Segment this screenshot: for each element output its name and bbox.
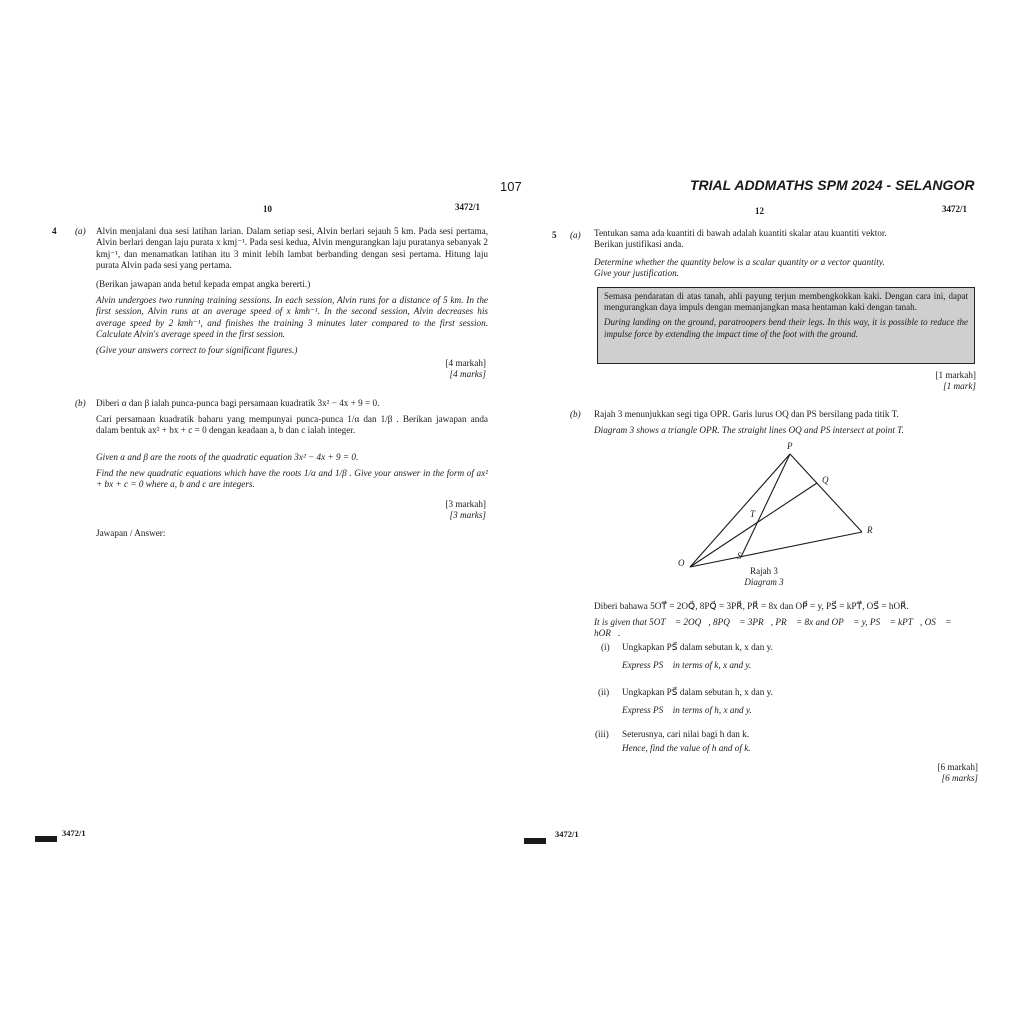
q5b-english: Diagram 3 shows a triangle OPR. The straight lines OQ and PS intersect at point T.	[594, 425, 904, 435]
right-page-code: 3472/1	[942, 204, 968, 214]
q5a-english-1: Determine whether the quantity below is a scalar quantity or a vector quantity.	[594, 257, 885, 267]
q5a-box-malay: Semasa pendaratan di atas tanah, ahli payung terjun membengkokkan kaki. Dengan cara ini, dapat mengurangkan daya impuls dengan memanjangkan masa hentaman kaki dengan tanah.	[604, 291, 968, 313]
q4b-marks-english: [3 marks]	[449, 510, 486, 520]
q5-part-a-label: (a)	[570, 230, 581, 240]
q5-part-b-label: (b)	[570, 409, 581, 419]
label-p: P	[787, 441, 793, 451]
q5a-malay-1: Tentukan sama ada kuantiti di bawah adalah kuantiti skalar atau kuantiti vektor.	[594, 228, 887, 238]
q5b-malay: Rajah 3 menunjukkan segi tiga OPR. Garis lurus OQ dan PS bersilang pada titik T.	[594, 409, 899, 419]
line-pr	[790, 454, 862, 532]
label-q: Q	[822, 475, 829, 485]
q4b-english-1: Given α and β are the roots of the quadratic equation 3x² − 4x + 9 = 0.	[96, 452, 359, 462]
q5b-ii-malay: Ungkapkan PS⃗ dalam sebutan h, x dan y.	[622, 687, 773, 697]
q4b-malay-1: Diberi α dan β ialah punca-punca bagi persamaan kuadratik 3x² − 4x + 9 = 0.	[96, 398, 380, 408]
q5b-iii-english: Hence, find the value of h and of k.	[622, 743, 751, 753]
q4a-english-note: (Give your answers correct to four significant figures.)	[96, 345, 298, 355]
q4a-malay-note: (Berikan jawapan anda betul kepada empat angka bererti.)	[96, 279, 311, 289]
question-4-number: 4	[52, 226, 57, 236]
q5a-english-2: Give your justification.	[594, 268, 679, 278]
q5b-iii-label: (iii)	[595, 729, 609, 739]
page-number: 107	[500, 179, 522, 194]
q5b-i-english: Express PS⃗ in terms of k, x and y.	[622, 660, 752, 670]
diagram-caption-english: Diagram 3	[744, 577, 784, 587]
q5b-given-english: It is given that 5OT⃗ = 2OQ⃗, 8PQ⃗ = 3PR⃗, PR⃗ = 8x and OP⃗ = y, PS⃗ = kPT⃗, OS⃗ = hOR⃗.	[594, 617, 952, 639]
q5b-i-malay: Ungkapkan PS⃗ dalam sebutan k, x dan y.	[622, 642, 773, 652]
q5a-marks-malay: [1 markah]	[935, 370, 976, 380]
right-page-number: 12	[755, 206, 764, 216]
question-5-number: 5	[552, 230, 557, 240]
right-footer-code: 3472/1	[555, 829, 579, 839]
q5a-marks-english: [1 mark]	[943, 381, 976, 391]
footer-bar-right	[524, 838, 546, 844]
q4a-marks-english: [4 marks]	[449, 369, 486, 379]
q5b-iii-malay: Seterusnya, cari nilai bagi h dan k.	[622, 729, 750, 739]
q4b-marks-malay: [3 markah]	[445, 499, 486, 509]
q4a-marks-malay: [4 markah]	[445, 358, 486, 368]
q4-part-b-label: (b)	[75, 398, 86, 408]
diagram-3-triangle	[670, 440, 890, 580]
footer-bar-left	[35, 836, 57, 842]
label-r: R	[867, 525, 873, 535]
q5a-malay-2: Berikan justifikasi anda.	[594, 239, 684, 249]
diagram-caption-malay: Rajah 3	[750, 566, 778, 576]
q5a-box-english: During landing on the ground, paratroopers bend their legs. In this way, it is possible to reduce the impulse force by extending the impact time of the foot with the ground.	[604, 317, 968, 339]
answer-label: Jawapan / Answer:	[96, 528, 166, 538]
q5b-given-malay: Diberi bahawa 5OT⃗ = 2OQ⃗, 8PQ⃗ = 3PR⃗, PR⃗ = 8x dan OP⃗ = y, PS⃗ = kPT⃗, OS⃗ = hOR⃗.	[594, 601, 909, 611]
q5b-ii-english: Express PS⃗ in terms of h, x and y.	[622, 705, 752, 715]
q4a-english-text: Alvin undergoes two running training sessions. In each session, Alvin runs for a distance of 5 km. In the first session, Alvin runs at an average speed of x kmh⁻¹. In the second session, Alvin decreases his average speed by 2 kmh⁻¹, and finishes the training 3 minutes later compared to the first session. Calculate Alvin's average speed in the first session.	[96, 295, 488, 340]
q4b-malay-2: Cari persamaan kuadratik baharu yang mempunyai punca-punca 1/α dan 1/β . Berikan jawapan anda dalam bentuk ax² + bx + c = 0 dengan keadaan a, b dan c ialah integer.	[96, 414, 488, 436]
q5b-marks-malay: [6 markah]	[937, 762, 978, 772]
left-page-number: 10	[263, 204, 272, 214]
left-page-code: 3472/1	[455, 202, 481, 212]
q4b-english-2: Find the new quadratic equations which have the roots 1/α and 1/β . Give your answer in the form of ax² + bx + c = 0 where a, b and c are integers.	[96, 468, 488, 490]
q5b-marks-english: [6 marks]	[941, 773, 978, 783]
label-s: S	[737, 551, 742, 561]
q5b-ii-label: (ii)	[598, 687, 610, 697]
q5a-statement-box	[597, 287, 975, 364]
document-title: TRIAL ADDMATHS SPM 2024 - SELANGOR	[690, 177, 975, 193]
label-t: T	[750, 509, 756, 519]
label-o: O	[678, 558, 685, 568]
left-footer-code: 3472/1	[62, 828, 86, 838]
q4-part-a-label: (a)	[75, 226, 86, 236]
q4a-malay-text: Alvin menjalani dua sesi latihan larian. Dalam setiap sesi, Alvin berlari sejauh 5 km. Pada sesi pertama, Alvin berlari dengan laju purata x kmj⁻¹. Pada sesi kedua, Alvin mengurangkan laju puratanya sebanyak 2 kmj⁻¹, dan menamatkan latihan itu 3 minit lebih lambat berbanding dengan sesi pertama. Hitung laju purata Alvin pada sesi yang pertama.	[96, 226, 488, 271]
q5b-i-label: (i)	[601, 642, 610, 652]
